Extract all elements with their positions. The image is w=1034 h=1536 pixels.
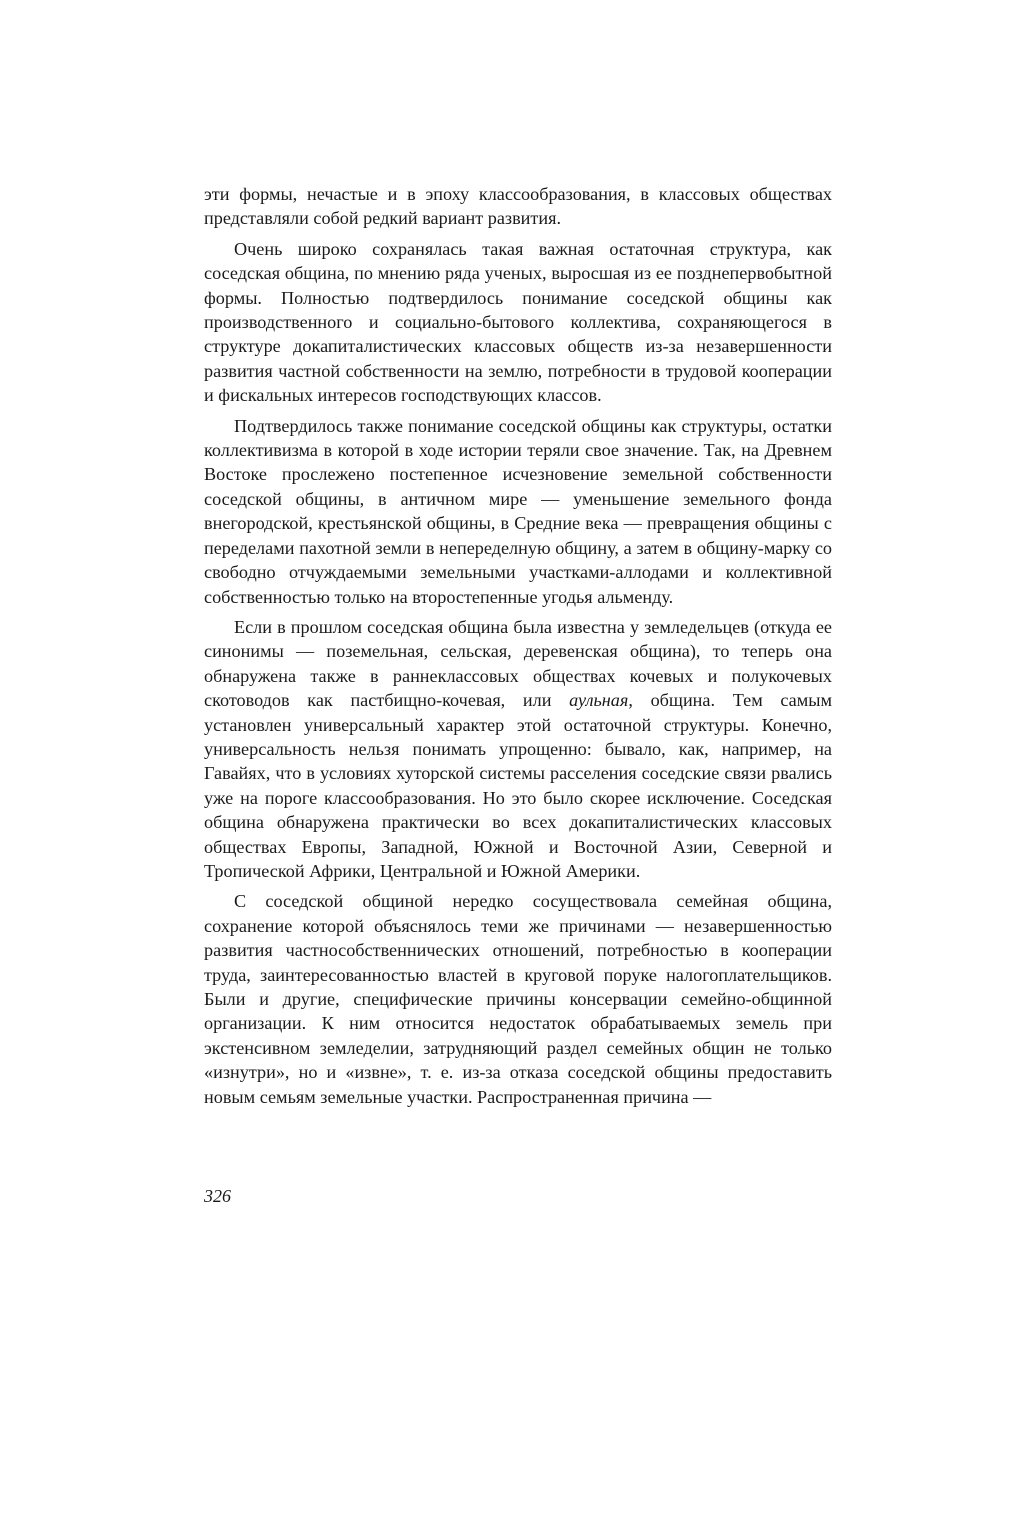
paragraph-nomadic-after: , община. Тем самым установлен универсальный характер этой остаточной структуры. Конечно, универсальность нельзя понимать упрощенно: бывало, как, например, на Гавайях, что в условиях хуторской системы расселения соседские связи рвались уже на пороге классообразования. Но это было скорее исключение. Соседская община обнаружена практически во всех докапиталистических классовых обществах Европы, Западной, Южной и Восточной Азии, Северной и Тропической Африки, Центральной и Южной Америки. xyxy=(204,690,832,881)
italic-term: аульная xyxy=(569,690,629,711)
page-body xyxy=(204,182,832,1115)
paragraph-continuation: эти формы, нечастые и в эпоху классообразования, в классовых обществах представляли собой редкий вариант развития. xyxy=(204,184,832,229)
paragraph-neighbor-community: Очень широко сохранялась такая важная остаточная структура, как соседская община, по мнению ряда ученых, выросшая из ее позднепервобытной формы. Полностью подтвердилось понимание соседской общины как производственного и социально-бытового коллектива, сохраняющегося в структуре докапиталистических классовых обществ из-за незавершенности развития частной собственности на землю, потребности в трудовой кооперации и фискальных интересов господствующих классов. xyxy=(204,238,832,406)
paragraph-nomadic-community xyxy=(204,615,832,883)
paragraph-nomadic-before: Если в прошлом соседская община была известна у земледельцев (откуда ее синонимы — поземельная, сельская, деревенская община), то теперь она обнаружена также в раннеклассовых обществах кочевых и полукочевых скотоводов как пастбищно-кочевая, или xyxy=(204,616,832,711)
page-number: 326 xyxy=(204,1186,231,1206)
paragraph-collectivism: Подтвердилось также понимание соседской общины как структуры, остатки коллективизма в которой в ходе истории теряли свое значение. Так, на Древнем Востоке прослежено постепенное исчезновение земельной собственности соседской общины, в античном мире — уменьшение земельного фонда внегородской, крестьянской общины, в Средние века — превращения общины с переделами пахотной земли в непеределную общину, а затем в общину-марку со свободно отчуждаемыми земельными участками-аллодами и коллективной собственностью только на второстепенные угодья альменду. xyxy=(204,415,832,607)
paragraph-family-community: С соседской общиной нередко сосуществовала семейная община, сохранение которой объяснялось теми же причинами — незавершенностью развития частнособственнических отношений, потребностью в кооперации труда, заинтересованностью властей в круговой поруке налогоплательщиков. Были и другие, специфические причины консервации семейно-общинной организации. К ним относится недостаток обрабатываемых земель при экстенсивном земледелии, затрудняющий раздел семейных общин не только «изнутри», но и «извне», т. е. из-за отказа соседской общины предоставить новым семьям земельные участки. Распространенная причина — xyxy=(204,891,832,1107)
text-column xyxy=(204,182,832,1109)
